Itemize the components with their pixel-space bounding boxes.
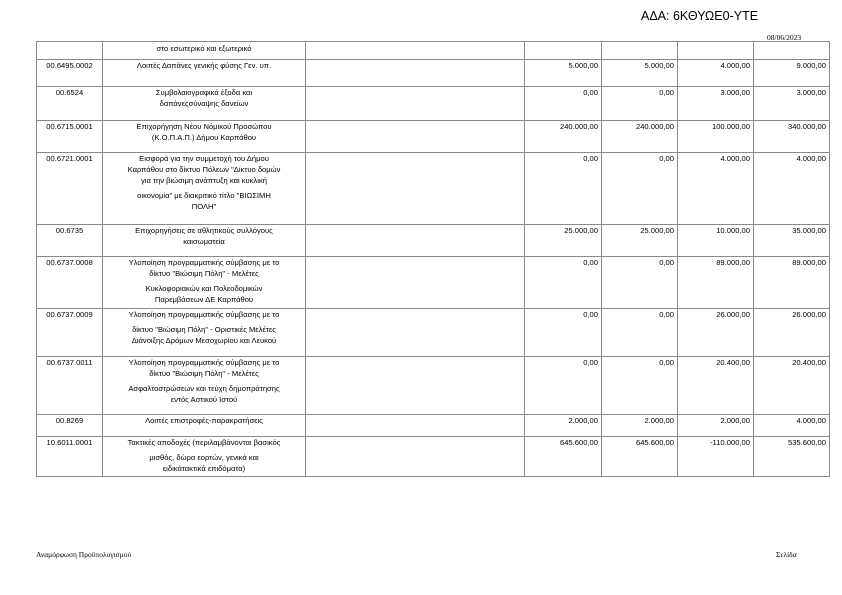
description-line: ειδικάτακτικά επιδόματα)	[162, 464, 246, 473]
description-line: Λοιπές Δαπάνες γενικής φύσης Γεν. υπ.	[136, 61, 272, 70]
empty-cell	[306, 153, 525, 225]
account-description	[103, 357, 306, 415]
description-line: δίκτυο "Βιώσιμη Πόλη" - Μελέτες	[149, 369, 259, 378]
table-row	[37, 42, 830, 60]
description-line: Καρπάθου στο δίκτυο Πόλεων "Δίκτυο δομών	[127, 165, 281, 174]
description-line: εντός Αστικού Ιστού	[170, 395, 238, 404]
amount-v4: 4.000,00	[754, 415, 830, 437]
description-line: δαπάνεςσύναψης δανείων	[159, 99, 249, 108]
account-code: 00.6737.0011	[37, 357, 103, 415]
description-line: δίκτυο "Βιώσιμη Πόλη" - Μελέτες	[149, 269, 259, 278]
table-row	[37, 437, 830, 477]
description-line: Παρεμβάσεων ΔΕ Καρπάθου	[154, 295, 254, 304]
account-description	[103, 257, 306, 309]
description-line: Λοιπές επιστροφές-παρακρατήσεις	[145, 416, 263, 425]
empty-cell	[306, 87, 525, 121]
description-line: Επιχορήγηση Νέου Νόμικού Προσώπου	[136, 122, 272, 131]
description-line: Υλοποίηση προγραμματικής σύμβασης με το	[128, 258, 280, 267]
account-description	[103, 437, 306, 477]
amount-v3: 10.000,00	[678, 225, 754, 257]
description-line: Εισφορά για την συμμετοχή του Δήμου	[139, 154, 269, 163]
amount-v1: 0,00	[525, 153, 602, 225]
amount-v4	[754, 42, 830, 60]
amount-v1	[525, 42, 602, 60]
amount-v2: 25.000,00	[602, 225, 678, 257]
amount-v1: 0,00	[525, 357, 602, 415]
account-description	[103, 60, 306, 87]
amount-v1: 0,00	[525, 257, 602, 309]
amount-v3: 89.000,00	[678, 257, 754, 309]
amount-v1: 5.000,00	[525, 60, 602, 87]
account-description	[103, 153, 306, 225]
table-row	[37, 225, 830, 257]
amount-v2: 0,00	[602, 153, 678, 225]
empty-cell	[306, 42, 525, 60]
empty-cell	[306, 257, 525, 309]
amount-v3: -110.000,00	[678, 437, 754, 477]
amount-v4: 3.000,00	[754, 87, 830, 121]
description-line: Συμβολαιογραφικά έξοδα και	[155, 88, 253, 97]
amount-v3	[678, 42, 754, 60]
footer-page-label: Σελίδα	[776, 550, 797, 559]
budget-table	[36, 41, 830, 477]
amount-v3: 4.000,00	[678, 153, 754, 225]
amount-v2: 645.600,00	[602, 437, 678, 477]
amount-v2: 240.000,00	[602, 121, 678, 153]
amount-v4: 340.000,00	[754, 121, 830, 153]
amount-v2: 2.000,00	[602, 415, 678, 437]
description-line: Υλοποίηση προγραμματικής σύμβασης με το	[128, 310, 280, 319]
amount-v4: 20.400,00	[754, 357, 830, 415]
empty-cell	[306, 309, 525, 357]
table-row	[37, 60, 830, 87]
account-code: 00.6737.0008	[37, 257, 103, 309]
description-line: Υλοποίηση προγραμματικής σύμβασης με το	[128, 358, 280, 367]
amount-v4: 89.000,00	[754, 257, 830, 309]
amount-v4: 9.000,00	[754, 60, 830, 87]
table-row	[37, 257, 830, 309]
ada-code: ΑΔΑ: 6ΚΘΥΩΕ0-ΥΤΕ	[641, 9, 759, 23]
account-code: 10.6011.0001	[37, 437, 103, 477]
account-code: 00.8269	[37, 415, 103, 437]
account-code	[37, 42, 103, 60]
empty-cell	[306, 437, 525, 477]
account-code: 00.6495.0002	[37, 60, 103, 87]
amount-v4: 535.600,00	[754, 437, 830, 477]
account-description	[103, 415, 306, 437]
amount-v2: 0,00	[602, 309, 678, 357]
description-line: (Κ.Ο.Π.Α.Π.) Δήμου Καρπάθου	[151, 133, 257, 142]
description-line: οικονομία" με διακριτικό τίτλο "ΒΙΩΣΙΜΗ	[137, 191, 271, 200]
empty-cell	[306, 121, 525, 153]
amount-v2: 5.000,00	[602, 60, 678, 87]
amount-v3: 2.000,00	[678, 415, 754, 437]
amount-v2: 0,00	[602, 257, 678, 309]
empty-cell	[306, 225, 525, 257]
amount-v4: 26.000,00	[754, 309, 830, 357]
amount-v3: 3.000,00	[678, 87, 754, 121]
amount-v3: 100.000,00	[678, 121, 754, 153]
description-line: Ασφαλτοστρώσεων και τεύχη δημοπράτησης	[128, 384, 280, 393]
description-line: στο εσωτερικό και εξωτερικό	[156, 44, 252, 53]
account-code: 00.6735	[37, 225, 103, 257]
amount-v3: 26.000,00	[678, 309, 754, 357]
amount-v1: 0,00	[525, 87, 602, 121]
account-description	[103, 42, 306, 60]
description-line: για την βιώσιμη ανάπτυξη και κυκλική	[140, 176, 268, 185]
description-line: Τακτικές αποδοχές (περιλαμβάνονται βασικός	[127, 438, 281, 447]
table-row	[37, 309, 830, 357]
account-description	[103, 87, 306, 121]
description-line: δίκτυο "Βιώσιμη Πόλη" - Οριστικές Μελέτες	[132, 325, 276, 334]
account-description	[103, 225, 306, 257]
amount-v1: 25.000,00	[525, 225, 602, 257]
amount-v2	[602, 42, 678, 60]
amount-v1: 240.000,00	[525, 121, 602, 153]
amount-v2: 0,00	[602, 357, 678, 415]
amount-v3: 4.000,00	[678, 60, 754, 87]
document-date: 08/06/2023	[767, 33, 802, 42]
table-row	[37, 87, 830, 121]
description-line: καισωματεία	[183, 237, 225, 246]
account-code: 00.6721.0001	[37, 153, 103, 225]
amount-v1: 2.000,00	[525, 415, 602, 437]
amount-v2: 0,00	[602, 87, 678, 121]
amount-v4: 4.000,00	[754, 153, 830, 225]
empty-cell	[306, 415, 525, 437]
description-line: ΠΟΛΗ"	[191, 202, 217, 211]
description-line: Επιχορηγήσεις σε αθλητικούς συλλόγους	[135, 226, 273, 235]
amount-v4: 35.000,00	[754, 225, 830, 257]
table-row	[37, 415, 830, 437]
account-description	[103, 121, 306, 153]
table-row	[37, 153, 830, 225]
account-description	[103, 309, 306, 357]
amount-v1: 0,00	[525, 309, 602, 357]
account-code: 00.6737.0009	[37, 309, 103, 357]
footer-title: Αναμόρφωση Προϋπολογισμού	[36, 550, 132, 559]
description-line: Διάνοιξης Δρόμων Μεσοχωρίου και Λευκού	[131, 336, 277, 345]
empty-cell	[306, 60, 525, 87]
amount-v1: 645.600,00	[525, 437, 602, 477]
account-code: 00.6715.0001	[37, 121, 103, 153]
table-row	[37, 357, 830, 415]
empty-cell	[306, 357, 525, 415]
description-line: μισθός, δώρα εορτών, γενικά και	[149, 453, 259, 462]
amount-v3: 20.400,00	[678, 357, 754, 415]
description-line: Κυκλοφοριακών και Πολεοδομικών	[145, 284, 263, 293]
account-code: 00.6524	[37, 87, 103, 121]
table-row	[37, 121, 830, 153]
